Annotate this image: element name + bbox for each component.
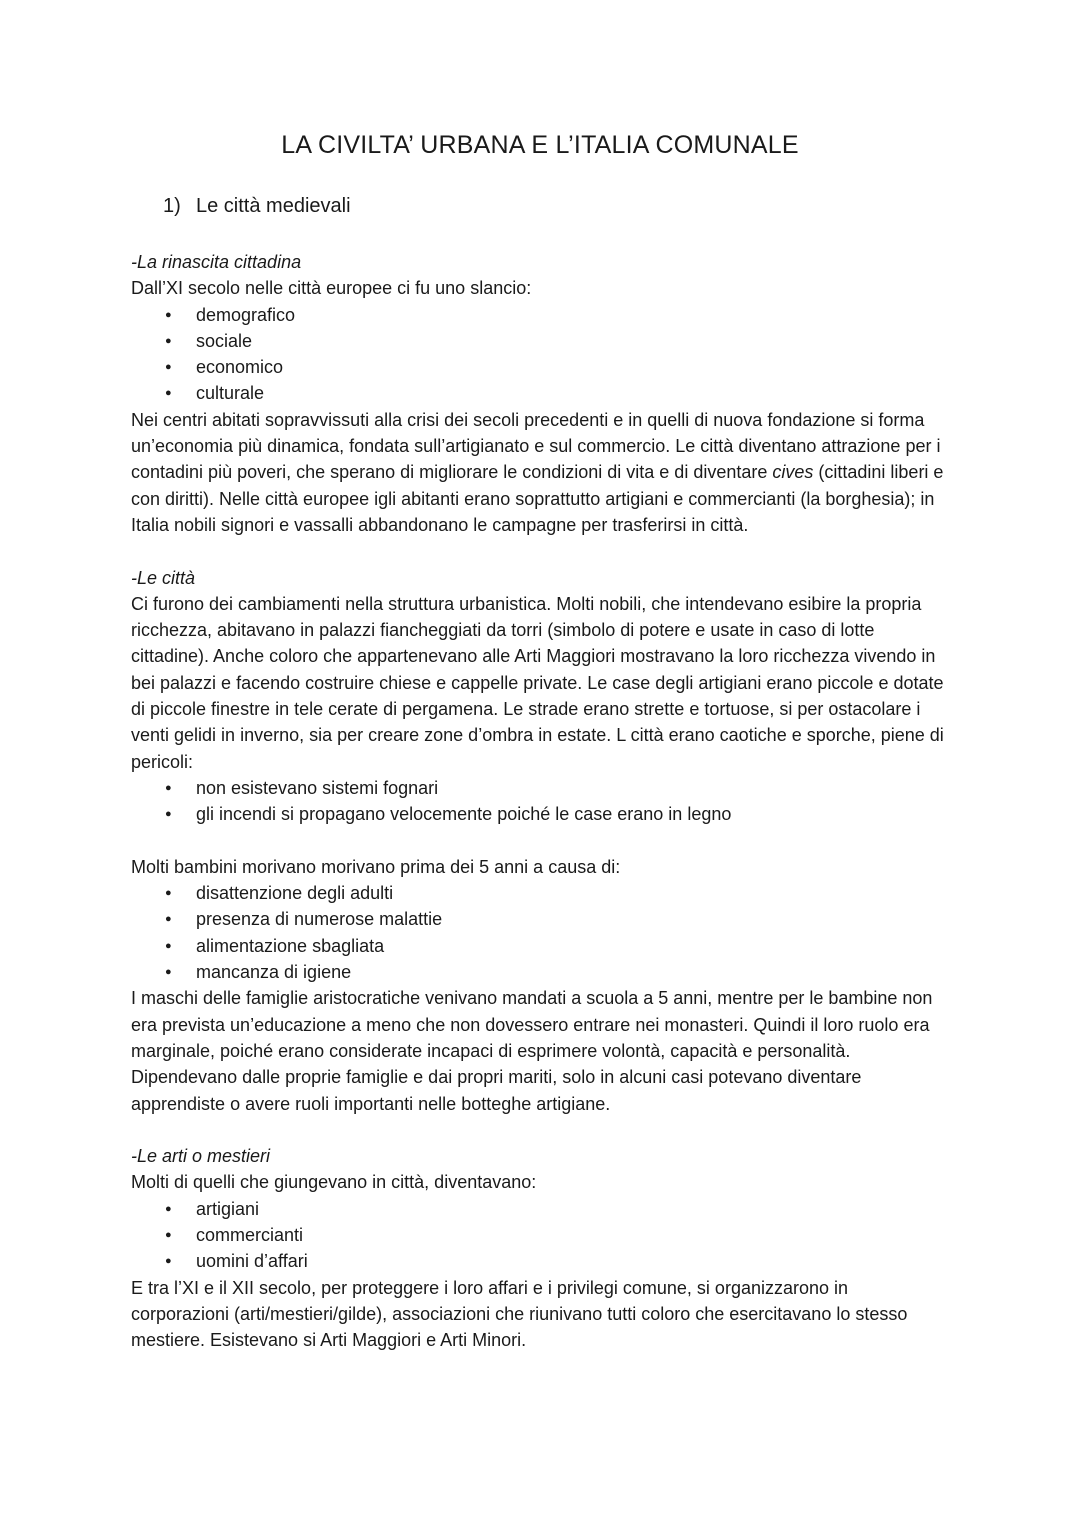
arti-list: [131, 1196, 951, 1275]
document-title: LA CIVILTA’ URBANA E L’ITALIA COMUNALE: [281, 131, 799, 159]
paragraph-gap: [131, 828, 951, 854]
list-item: ● commercianti: [165, 1222, 951, 1248]
rinascita-intro: Dall’XI secolo nelle città europee ci fu uno slancio:: [131, 278, 532, 299]
paragraph-text: Nei centri abitati sopravvissuti alla crisi dei secoli precedenti e in quelli di nuova fondazione si forma un’economia più dinamica, fondata sull’artigianato e sul commercio. Le città diventano attrazione per i contadini più poveri, che sperano di migliorare le condizioni di vita e di diventare: [131, 409, 941, 483]
list-item: ● culturale: [165, 380, 951, 406]
arti-intro: Molti di quelli che giungevano in città, diventavano:: [131, 1172, 537, 1193]
list-item: ● alimentazione sbagliata: [165, 933, 951, 959]
list-item: ● uomini d’affari: [165, 1248, 951, 1274]
educazione-paragraph: I maschi delle famiglie aristocratiche venivano mandati a scuola a 5 anni, mentre per le bambine non era prevista un’educazione a meno che non dovessero entrare nei monasteri. Quindi il loro ruolo era marginale, poiché erano considerate incapaci di esprimere volontà, capacità e personalità. Dipendevano dalle proprie famiglie e dai propri mariti, solo in alcuni casi potevano diventare apprendiste o avere ruoli importanti nelle botteghe artigiane.: [131, 988, 933, 1114]
list-item: ● presenza di numerose malattie: [165, 906, 951, 932]
citta-paragraph: Ci furono dei cambiamenti nella struttura urbanistica. Molti nobili, che intendevano esibire la propria ricchezza, abitavano in palazzi fiancheggiati da torri (simbolo di potere e usate in caso di lotte cittadine). Anche coloro che appartenevano alle Arti Maggiori mostravano la loro ricchezza vivendo in bei palazzi e facendo costruire chiese e cappelle private. Le case degli artigiani erano piccole e dotate di piccole finestre in tele cerate di pergamena. Le strade erano strette e tortuose, si per ostacolare i venti gelidi in inverno, sia per creare zone d’ombra in estate. L città erano caotiche e sporche, piene di pericoli:: [131, 593, 944, 772]
subheading-rinascita: -La rinascita cittadina: [131, 252, 302, 272]
list-item: ● demografico: [165, 302, 951, 328]
list-item: ● sociale: [165, 328, 951, 354]
subheading-citta: -Le città: [131, 567, 196, 588]
rinascita-list: [131, 302, 951, 407]
paragraph-gap: [131, 1117, 951, 1143]
bambini-intro: Molti bambini morivano morivano prima dei 5 anni a causa di:: [131, 856, 621, 877]
list-item: ● gli incendi si propagano velocemente poiché le case erano in legno: [165, 801, 951, 827]
paragraph-text: (cittadini liberi e con diritti). Nelle città europee igli abitanti erano soprattutto artigiani e commercianti (la borghesia); in Italia nobili signori e vassalli abbandonano le campagne per trasferirsi in città.: [131, 462, 944, 535]
list-item: ● disattenzione degli adulti: [165, 880, 951, 906]
section-number: 1): [163, 195, 181, 217]
list-item: ● mancanza di igiene: [165, 959, 951, 985]
citta-pericoli-list: [131, 775, 951, 828]
rinascita-paragraph: [131, 407, 951, 538]
list-item: ● economico: [165, 354, 951, 380]
section-heading: [163, 192, 351, 220]
subheading-arti: -Le arti o mestieri: [131, 1146, 271, 1167]
list-item: ● non esistevano sistemi fognari: [165, 775, 951, 801]
paragraph-gap: [131, 538, 951, 564]
bambini-list: [131, 880, 951, 985]
section-title: Le città medievali: [196, 195, 351, 217]
list-item: ● artigiani: [165, 1196, 951, 1222]
document-body: [131, 249, 951, 1353]
arti-paragraph: E tra l’XI e il XII secolo, per proteggere i loro affari e i privilegi comune, si organizzarono in corporazioni (arti/mestieri/gilde), associazioni che riunivano tutti coloro che esercitavano lo stesso mestiere. Esistevano si Arti Maggiori e Arti Minori.: [131, 1277, 908, 1351]
italic-term-cives: cives: [772, 462, 814, 483]
